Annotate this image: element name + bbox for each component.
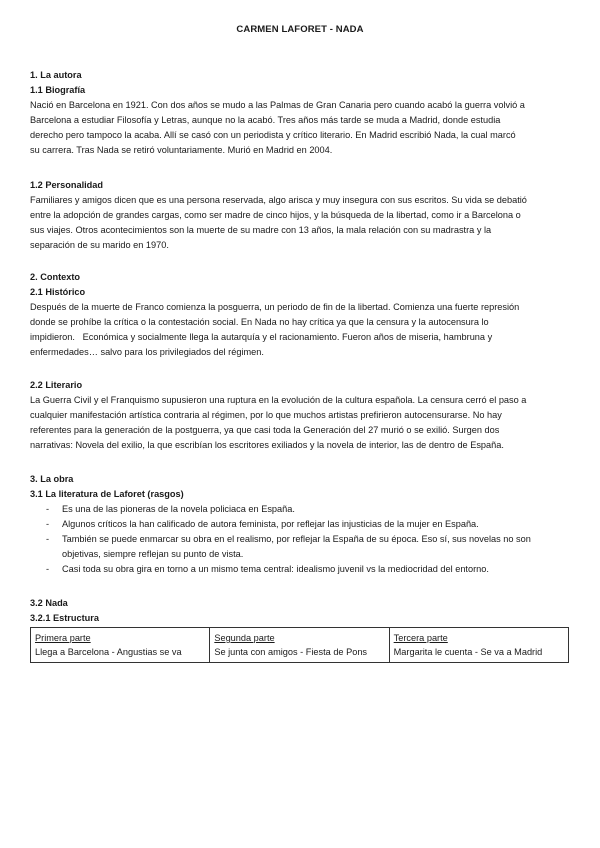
heading-personalidad: 1.2 Personalidad	[30, 180, 104, 190]
text-line: donde se prohíbe la crítica o la contestación social. En Nada no hay crítica ya que la censura y la autocensura lo	[30, 317, 489, 327]
section-literario	[30, 378, 570, 453]
list-item: - Casi toda su obra gira en torno a un mismo tema central: idealismo juvenil vs la mediocridad del entorno.	[30, 562, 570, 577]
cell-content: Se junta con amigos - Fiesta de Pons	[214, 647, 368, 657]
text-line: Familiares y amigos dicen que es una persona reservada, algo arisca y muy insegura con sus escritos. Su vida se debatió	[30, 195, 527, 205]
section-personalidad	[30, 178, 570, 253]
text-line: derecho pero tampoco la acaba. Allí se casó con un periodista y crítico literario. En Madrid escribió Nada, la cual marcó	[30, 130, 516, 140]
table-cell	[389, 628, 568, 663]
heading-literatura-laforet: 3.1 La literatura de Laforet (rasgos)	[30, 489, 184, 499]
text-line: narrativas: Novela del exilio, la que escribían los escritores exiliados y la novela de interior, las de dentro de España.	[30, 440, 504, 450]
list-item-continuation: objetivas, siempre reflejan su punto de vista.	[62, 549, 244, 559]
column-header: Tercera parte	[393, 633, 448, 643]
table-row	[31, 628, 569, 663]
text-line: separación de su marido en 1970.	[30, 240, 169, 250]
paragraph-literario	[30, 393, 570, 453]
text-line: enfermedades… salvo para los privilegiados del régimen.	[30, 347, 264, 357]
heading-la-autora: 1. La autora	[30, 70, 82, 80]
section-nada	[30, 596, 570, 663]
section-la-obra	[30, 472, 570, 577]
heading-literario: 2.2 Literario	[30, 380, 83, 390]
text-line: Nació en Barcelona en 1921. Con dos años se mudo a las Palmas de Gran Canaria pero cuando acabó la guerra volvió a	[30, 100, 525, 110]
estructura-table	[30, 627, 569, 663]
text-line: su carrera. Tras Nada se retiró voluntariamente. Murió en Madrid en 2004.	[30, 145, 333, 155]
list-item: - Algunos críticos la han calificado de autora feminista, por reflejar las injusticias de la mujer en España.	[30, 517, 570, 532]
heading-historico: 2.1 Histórico	[30, 287, 86, 297]
document-title: CARMEN LAFORET - NADA	[236, 24, 364, 35]
text-line: referentes para la generación de la postguerra, ya que casi toda la Generación del 27 murió o se exilió. Surgen dos	[30, 425, 500, 435]
heading-nada: 3.2 Nada	[30, 598, 68, 608]
heading-la-obra: 3. La obra	[30, 474, 74, 484]
list-rasgos	[30, 502, 570, 577]
list-item: - También se puede enmarcar su obra en el realismo, por reflejar la España de su época. Eso sí, sus novelas no son	[30, 532, 570, 547]
text-line: Después de la muerte de Franco comienza la posguerra, un periodo de fin de la libertad. Comienza una fuerte represión	[30, 302, 520, 312]
text-line: entre la adopción de grandes cargas, como ser madre de cinco hijos, y la búsqueda de la libertad, como ir a Barcelona o	[30, 210, 521, 220]
paragraph-biografia	[30, 98, 570, 158]
section-autora	[30, 68, 570, 158]
list-item: - Es una de las pioneras de la novela policiaca en España.	[30, 502, 570, 517]
cell-content: Margarita le cuenta - Se va a Madrid	[393, 647, 543, 657]
table-cell	[31, 628, 210, 663]
column-header: Primera parte	[35, 633, 91, 643]
heading-estructura: 3.2.1 Estructura	[30, 613, 99, 623]
section-contexto	[30, 270, 570, 360]
text-line: Barcelona a estudiar Filosofía y Letras, aunque no la acabó. Tres años más tarde se muda a Madrid, donde estudia	[30, 115, 501, 125]
text-line: La Guerra Civil y el Franquismo supusieron una ruptura en la evolución de la cultura española. La censura cerró el paso a	[30, 395, 527, 405]
table-cell	[210, 628, 389, 663]
column-header: Segunda parte	[214, 633, 275, 643]
cell-content: Llega a Barcelona - Angustias se va	[35, 647, 182, 657]
text-line: sus viajes. Otros acontecimientos son la muerte de su madre con 13 años, la mala relación con su madrastra y la	[30, 225, 492, 235]
text-line: impidieron. Económica y socialmente llega la autarquía y el racionamiento. Fueron años de miseria, hambruna y	[30, 332, 493, 342]
text-line: cualquier manifestación artística contraria al régimen, por lo que muchos artistas prefirieron autocensurarse. No hay	[30, 410, 502, 420]
paragraph-historico	[30, 300, 570, 360]
heading-biografia: 1.1 Biografía	[30, 85, 86, 95]
heading-contexto: 2. Contexto	[30, 272, 81, 282]
paragraph-personalidad	[30, 193, 570, 253]
